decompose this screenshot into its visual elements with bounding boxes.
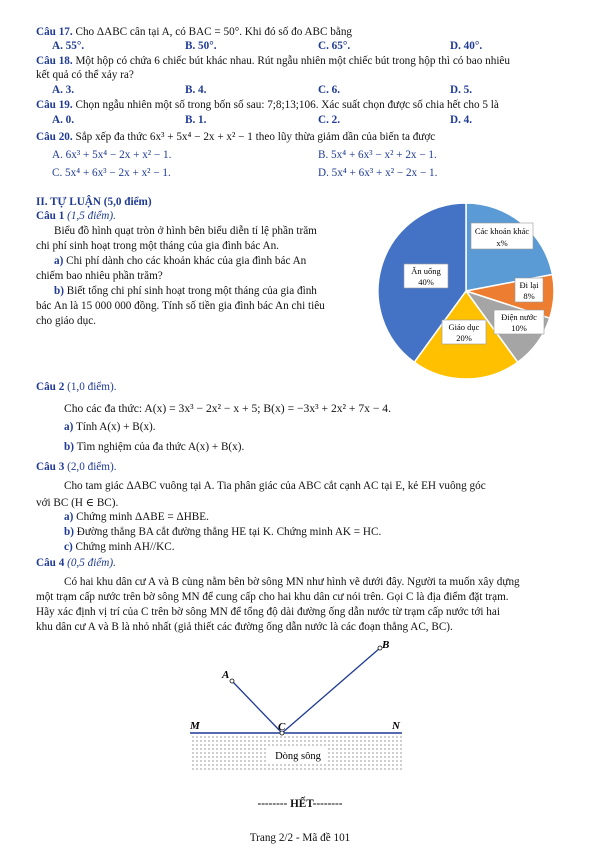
label-travel-name: Đi lại xyxy=(519,280,539,290)
c1-b-2: bác An là 15 000 000 đồng. Tính số tiền gia đình bác An chi tiêu xyxy=(36,300,325,312)
expense-pie-chart xyxy=(368,196,564,386)
c1-b-3: cho giáo dục. xyxy=(36,315,96,327)
label-other-name: Các khoản khác xyxy=(474,226,530,236)
q19-option-a: A. 0. xyxy=(52,114,75,126)
q17-option-b: B. 50°. xyxy=(185,40,217,52)
q17-text: Cho ΔABC cân tại A, có BAC = 50°. Khi đó số đo ABC bằng xyxy=(75,26,353,38)
q17-option-a: A. 55°. xyxy=(52,40,85,52)
page-footer: Trang 2/2 - Mã đề 101 xyxy=(249,832,351,844)
q17-option-d: D. 40°. xyxy=(450,40,483,52)
q20-option-d: D. 5x⁴ + 6x³ + x² − 2x − 1. xyxy=(318,167,438,179)
c3-heading: Câu 3 (2,0 điểm). xyxy=(36,461,117,473)
c3-a: a) Chứng minh ΔABE = ΔHBE. xyxy=(64,511,209,523)
c2-intro: Cho các đa thức: A(x) = 3x³ − 2x² − x + 5; B(x) = −3x³ + 2x² + 7x − 4. xyxy=(64,402,391,415)
c4-para-1: Có hai khu dân cư A và B cùng nằm bên bờ sông MN như hình vẽ dưới đây. Người ta muốn xây dựng xyxy=(64,576,520,588)
q18-option-c: C. 6. xyxy=(318,84,341,96)
pipe-bc xyxy=(282,648,380,733)
c1-intro-2: chi phí sinh hoạt trong một tháng của gia đình bác An. xyxy=(36,240,279,252)
pipe-ac xyxy=(232,681,282,733)
q19-option-b: B. 1. xyxy=(185,114,207,126)
c1-intro-1: Biểu đồ hình quạt tròn ở hình bên biểu diễn tỉ lệ phần trăm xyxy=(54,225,317,237)
q20-option-b: B. 5x⁴ + 6x³ − x² + 2x − 1. xyxy=(318,149,437,161)
label-m: M xyxy=(190,720,200,732)
q18-text: Một hộp có chứa 6 chiếc bút khác nhau. Rút ngẫu nhiên một chiếc bút trong hộp thì có bao nhiêu xyxy=(75,55,510,67)
label-education-value: 20% xyxy=(456,333,472,343)
label-utilities-value: 10% xyxy=(511,323,527,333)
q18-option-a: A. 3. xyxy=(52,84,75,96)
c1-a-2: chiếm bao nhiêu phần trăm? xyxy=(36,270,163,282)
label-b: B xyxy=(382,639,390,651)
label-food-value: 40% xyxy=(418,277,434,287)
q17-option-c: C. 65°. xyxy=(318,40,351,52)
label-a: A xyxy=(222,669,230,681)
q19-option-d: D. 4. xyxy=(450,114,473,126)
q20-option-c: C. 5x⁴ + 6x³ − 2x + x² − 1. xyxy=(52,167,171,179)
q19-option-c: C. 2. xyxy=(318,114,341,126)
q18-label: Câu 18. xyxy=(36,55,73,67)
q17-label: Câu 17. xyxy=(36,26,73,38)
label-education-name: Giáo dục xyxy=(448,322,480,332)
q19-label: Câu 19. xyxy=(36,99,73,111)
label-other-value: x% xyxy=(496,238,508,248)
c2-a: a) Tính A(x) + B(x). xyxy=(64,421,156,433)
c2-b: b) Tìm nghiệm của đa thức A(x) + B(x). xyxy=(64,441,245,453)
label-utilities-name: Điện nước xyxy=(501,312,537,322)
q20-option-a: A. 6x³ + 5x⁴ − 2x + x² − 1. xyxy=(52,149,172,161)
c4-para-2: một trạm cấp nước trên bờ sông MN để cung cấp cho hai khu dân cư nói trên. Gọi C là địa điểm đặt trạm. xyxy=(36,591,509,603)
c3-intro-2: với BC (H ∈ BC). xyxy=(36,497,119,509)
label-food-name: Ăn uống xyxy=(411,266,441,276)
q19-stem xyxy=(36,99,499,111)
c1-a-1: a) Chi phí dành cho các khoản khác của gia đình bác An xyxy=(54,255,307,267)
c1-heading: Câu 1 (1,5 điểm). xyxy=(36,210,116,222)
q18-text-cont: kết quả có thể xảy ra? xyxy=(36,69,134,81)
q20-text: Sắp xếp đa thức 6x³ + 5x⁴ − 2x + x² − 1 theo lũy thừa giảm dần của biến ta được xyxy=(75,131,436,143)
c3-intro-1: Cho tam giác ΔABC vuông tại A. Tia phân giác của ABC cắt cạnh AC tại E, kẻ EH vuông góc xyxy=(64,480,486,492)
c4-para-4: khu dân cư A và B là nhỏ nhất (giả thiết các đường ống dẫn nước là các đoạn thẳng AC, BC). xyxy=(36,621,453,633)
river-figure xyxy=(180,636,420,776)
c3-b: b) Đường thẳng BA cắt đường thẳng HE tại K. Chứng minh AK = HC. xyxy=(64,526,382,538)
end-marker: -------- HẾT-------- xyxy=(257,798,343,810)
q20-stem xyxy=(36,131,435,143)
c1-b-1: b) Biết tổng chi phí sinh hoạt trong một tháng của gia đình xyxy=(54,285,317,297)
q19-text: Chọn ngẫu nhiên một số trong bốn số sau: 7;8;13;106. Xác suất chọn được số chia hết cho 5 là xyxy=(75,99,499,111)
q18-option-d: D. 5. xyxy=(450,84,473,96)
river-label: Dòng sông xyxy=(275,751,321,762)
label-n: N xyxy=(392,720,400,732)
q17-stem xyxy=(36,26,352,38)
q20-label: Câu 20. xyxy=(36,131,73,143)
label-travel-value: 8% xyxy=(523,291,535,301)
label-c: C xyxy=(278,721,286,733)
c2-heading: Câu 2 (1,0 điểm). xyxy=(36,381,117,393)
c3-c: c) Chứng minh AH//KC. xyxy=(64,541,175,553)
point-a xyxy=(230,679,234,683)
part2-title: II. TỰ LUẬN (5,0 điểm) xyxy=(36,196,152,208)
q18-stem xyxy=(36,55,510,67)
c4-heading: Câu 4 (0,5 điểm). xyxy=(36,557,116,569)
q18-option-b: B. 4. xyxy=(185,84,207,96)
c4-para-3: Hãy xác định vị trí của C trên bờ sông MN để tổng độ dài đường ống dẫn nước từ trạm cấp nước tới hai xyxy=(36,606,500,618)
